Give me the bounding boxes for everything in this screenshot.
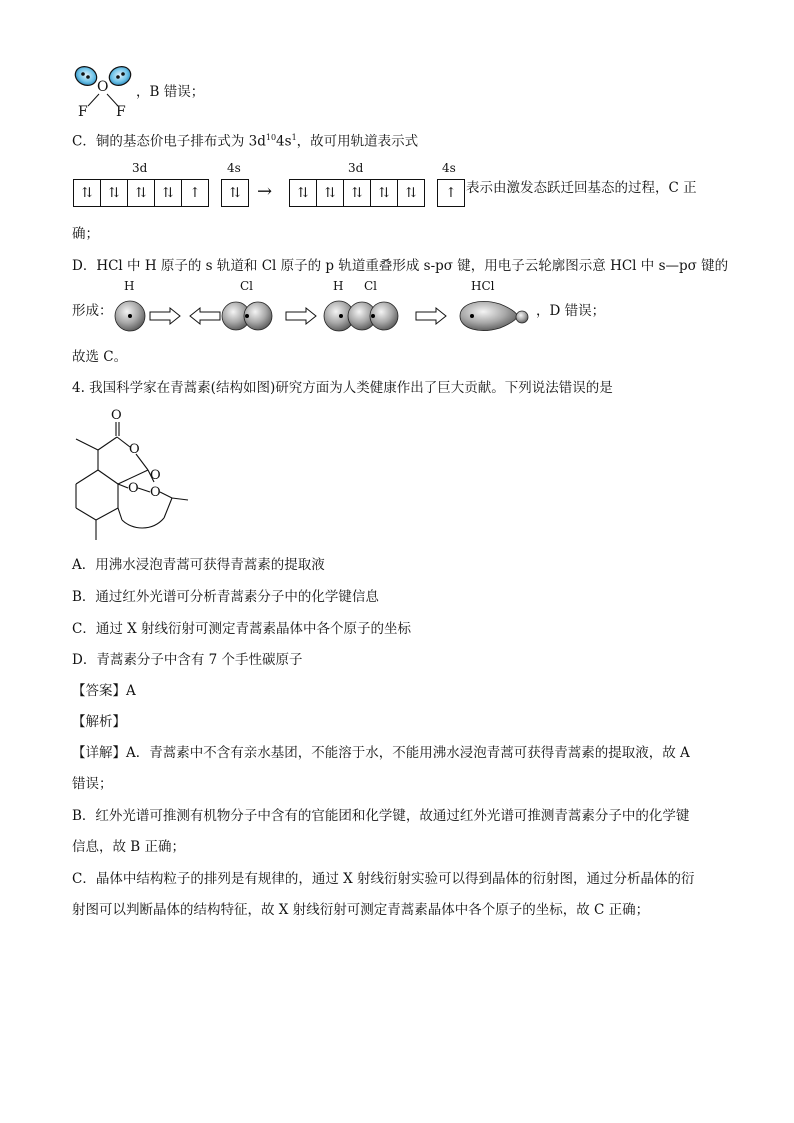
orbital-3d-excited: [73, 179, 209, 207]
detail-line-5: C．晶体中结构粒子的排列是有规律的，通过 X 射线衍射实验可以得到晶体的衍射图，通过分析晶体的衍: [72, 871, 695, 887]
orbital-cell: ⇅: [101, 180, 128, 206]
hcl-sigma-bond: [460, 301, 528, 330]
struct-o-carbonyl: O: [111, 408, 122, 423]
orbital-cell: ⇅: [155, 180, 182, 206]
electron-cloud-figure: [112, 294, 536, 336]
artemisinin-skeleton: [64, 408, 200, 548]
electron-cloud-diagram: [112, 294, 536, 336]
orbital-4s-ground: [437, 179, 465, 207]
detail-line-6: 射图可以判断晶体的结构特征，故 X 射线衍射可测定青蒿素晶体中各个原子的坐标，故 C 正确；: [72, 902, 650, 918]
detail-line-3: B．红外光谱可推测有机物分子中含有的官能团和化学键，故通过红外光谱可推测青蒿素分子中的化学键: [72, 808, 690, 824]
section-c-line: [72, 133, 418, 150]
label-h-2: H: [333, 279, 344, 293]
label-3d-left: 3d: [132, 161, 148, 175]
lone-pair-lobe-left: [72, 63, 100, 89]
struct-o-c: O: [150, 485, 161, 500]
orbital-cell: ⇅: [290, 180, 317, 206]
c-sup-1: 1: [291, 133, 297, 142]
c-sup-10: 10: [265, 133, 277, 142]
detail-line-2: 错误；: [72, 776, 113, 792]
section-c-cont: 确；: [72, 226, 99, 242]
orbital-cell: ⇅: [344, 180, 371, 206]
c-text-4s: 4s: [276, 133, 292, 150]
atom-f-right: F: [116, 104, 126, 120]
question-4-stem: 4. 我国科学家在青蒿素(结构如图)研究方面为人类健康作出了巨大贡献。下列说法错误的是: [72, 380, 613, 396]
label-hcl: HCl: [471, 279, 495, 293]
arrow-left: [190, 308, 220, 324]
arrow-right-1: [150, 308, 180, 324]
lone-pair-lobe-right: [106, 63, 134, 89]
option-d: D．青蒿素分子中含有 7 个手性碳原子: [72, 652, 303, 668]
transition-arrow: →: [257, 181, 273, 202]
orbital-cell: ⇅: [317, 180, 344, 206]
atom-f-left: F: [78, 104, 88, 120]
c-text-after: ，故可用轨道表示式: [296, 133, 419, 150]
orbital-cell: ↑: [189, 185, 201, 201]
section-d-tail: ，D 错误；: [536, 303, 606, 319]
conclusion: 故选 C。: [72, 349, 128, 365]
detail-line-4: 信息，故 B 正确；: [72, 839, 186, 855]
arrow-right-3: [416, 308, 446, 324]
of2-diagram: [70, 62, 136, 120]
artemisinin-structure: [64, 408, 200, 548]
orbital-3d-ground: [289, 179, 425, 207]
detail-line-1: 【详解】A．青蒿素中不含有亲水基团，不能溶于水，不能用沸水浸泡青蒿可获得青蒿素的提取液，故 A: [72, 745, 690, 761]
section-d-line: D．HCl 中 H 原子的 s 轨道和 Cl 原子的 p 轨道重叠形成 s-pσ 键，用电子云轮廓图示意 HCl 中 s—pσ 键的: [72, 258, 729, 274]
orbital-cell: ⇅: [74, 180, 101, 206]
label-h: H: [124, 279, 135, 293]
label-4s-left: 4s: [227, 161, 241, 175]
option-c: C．通过 X 射线衍射可测定青蒿素晶体中各个原子的坐标: [72, 621, 412, 637]
section-c-tail: 表示由激发态跃迁回基态的过程，C 正: [466, 180, 697, 196]
analysis-heading: 【解析】: [72, 714, 126, 730]
orbital-cell: ⇅: [371, 180, 398, 206]
option-a: A．用沸水浸泡青蒿可获得青蒿素的提取液: [72, 557, 325, 573]
section-b-text: ，B 错误；: [136, 84, 205, 100]
arrow-right-2: [286, 308, 316, 324]
section-d-prefix: 形成：: [72, 303, 113, 319]
orbital-cell: ⇅: [128, 180, 155, 206]
atom-o: O: [97, 79, 109, 95]
answer: 【答案】A: [72, 683, 136, 699]
label-4s-right: 4s: [442, 161, 456, 175]
struct-o-ring: O: [129, 442, 140, 457]
orbital-cell: ⇅: [229, 185, 241, 201]
option-b: B．通过红外光谱可分析青蒿素分子中的化学键信息: [72, 589, 379, 605]
struct-o-a: O: [150, 468, 161, 483]
struct-o-b: O: [128, 481, 139, 496]
label-3d-right: 3d: [348, 161, 364, 175]
c-text-before: C．铜的基态价电子排布式为 3d: [72, 133, 266, 150]
label-cl: Cl: [240, 279, 254, 293]
cl-p-orbital: [222, 302, 272, 330]
h-s-orbital: [115, 301, 145, 331]
orbital-cell: ↑: [445, 185, 457, 201]
orbital-cell: ⇅: [405, 185, 417, 201]
orbital-4s-excited: [221, 179, 249, 207]
overlap-orbitals: [324, 301, 398, 331]
label-cl-2: Cl: [364, 279, 378, 293]
